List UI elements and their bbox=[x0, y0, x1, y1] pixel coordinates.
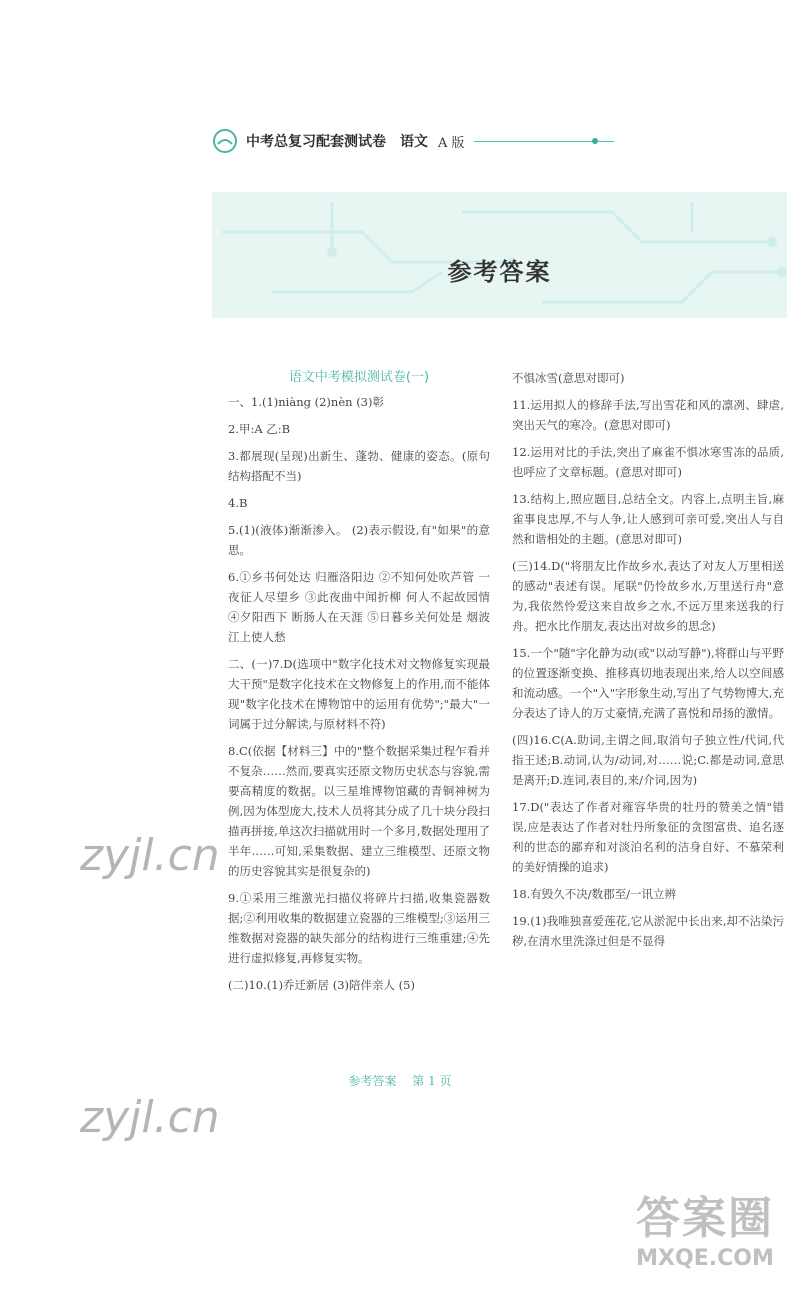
answer-paragraph: 二、(一)7.D(选项中"数字化技术对文物修复实现最大干预"是数字化技术在文物修复上的作用,而不能体现"数字化技术在博物馆中的运用有优势";"最大"一词属于过分解读,与原材料不符) bbox=[228, 657, 490, 731]
answer-paragraph: 4.B bbox=[228, 496, 248, 510]
page-number: 第 1 页 bbox=[412, 1074, 452, 1088]
footer-label: 参考答案 bbox=[348, 1074, 397, 1088]
answer-paragraph: 15.一个"随"字化静为动(或"以动写静"),将群山与平野的位置逐渐变换、推移真切地表现出来,给人以空间感和流动感。一个"入"字形象生动,写出了气势物博大,充分表达了诗人的万丈豪情,充满了喜悦和昂扬的激情。 bbox=[512, 646, 784, 720]
page-title: 参考答案 bbox=[447, 258, 552, 286]
answer-paragraph: 11.运用拟人的修辞手法,写出雪花和风的凛冽、肆虐,突出天气的寒冷。(意思对即可) bbox=[512, 398, 784, 432]
site-watermark: zyjl.cn bbox=[80, 1092, 220, 1143]
book-logo-icon bbox=[212, 128, 238, 154]
section-title: 语文中考模拟测试卷(一) bbox=[288, 370, 430, 385]
answer-paragraph: 一、1.(1)niàng (2)nèn (3)彰 bbox=[228, 395, 384, 409]
edition-label: A 版 bbox=[438, 135, 465, 151]
answer-paragraph: 6.①乡书何处达 归雁洛阳边 ②不知何处吹芦管 一夜征人尽望乡 ③此夜曲中闻折柳 何人不起故园情 ④夕阳西下 断肠人在天涯 ⑤日暮乡关何处是 烟波江上使人愁 bbox=[228, 570, 490, 644]
book-title: 中考总复习配套测试卷 bbox=[246, 134, 386, 150]
answer-paragraph: 12.运用对比的手法,突出了麻雀不惧冰寒雪冻的品质,也呼应了文章标题。(意思对即可) bbox=[512, 445, 784, 479]
answer-paragraph: (二)10.(1)乔迁新居 (3)陪伴亲人 (5) bbox=[228, 978, 415, 992]
answer-paragraph: (三)14.D("将朋友比作故乡水,表达了对友人万里相送的感动"表述有误。尾联"仍怜故乡水,万里送行舟"意为,我依然怜爱这来自故乡之水,不远万里来送我的行舟。把水比作朋友,表达出对故乡的思念) bbox=[512, 559, 784, 633]
answer-banner bbox=[212, 192, 787, 318]
answer-paragraph: 18.有毁久不决/数郡至/一讯立辨 bbox=[512, 887, 677, 901]
logo-url: MXQE.COM bbox=[636, 1246, 774, 1271]
page-footer bbox=[0, 1072, 800, 1089]
left-column bbox=[228, 368, 490, 1002]
answer-paragraph: 5.(1)(液体)渐渐渗入。 (2)表示假设,有"如果"的意思。 bbox=[228, 523, 490, 557]
answer-paragraph: (四)16.C(A.助词,主谓之间,取消句子独立性/代词,代指王述;B.动词,认为/动词,对……说;C.都是动词,意思是离开;D.连词,表目的,来/介词,因为) bbox=[512, 733, 784, 787]
answer-paragraph: 2.甲:A 乙:B bbox=[228, 422, 291, 436]
answer-paragraph: 13.结构上,照应题目,总结全文。内容上,点明主旨,麻雀事良忠厚,不与人争,让人感到可亲可爱,突出人与自然和谐相处的主题。(意思对即可) bbox=[512, 492, 784, 546]
logo-text: 答案圈 bbox=[636, 1193, 774, 1244]
header-dot bbox=[592, 138, 598, 144]
answer-paragraph: 9.①采用三维激光扫描仪将碎片扫描,收集瓷器数据;②利用收集的数据建立瓷器的三维模型;③运用三维数据对瓷器的缺失部分的结构进行三维重建;④先进行虚拟修复,再修复实物。 bbox=[228, 891, 490, 965]
running-header bbox=[212, 124, 612, 158]
answer-paragraph: 3.都展现(呈现)出新生、蓬勃、健康的姿态。(原句结构搭配不当) bbox=[228, 449, 490, 483]
answer-paragraph: 19.(1)我唯独喜爱莲花,它从淤泥中长出来,却不沾染污秽,在清水里洗涤过但是不显得 bbox=[512, 914, 784, 948]
answer-paragraph: 17.D("表达了作者对雍容华贵的牡丹的赞美之情"错误,应是表达了作者对牡丹所象征的贪图富贵、追名逐利的世态的鄙弃和对淡泊名利的洁身自好、不慕荣利的美好情操的追求) bbox=[512, 800, 784, 874]
right-column bbox=[512, 368, 784, 958]
corner-logo-watermark bbox=[620, 1192, 790, 1284]
answer-paragraph: 不惧冰雪(意思对即可) bbox=[512, 371, 625, 385]
site-watermark: zyjl.cn bbox=[80, 830, 220, 881]
answer-paragraph: 8.C(依据【材料三】中的"整个数据采集过程乍看并不复杂……然而,要真实还原文物历史状态与容貌,需要高精度的数据。以三星堆博物馆藏的青铜神树为例,因为体型庞大,技术人员将其分成了几十块分段扫描再拼接,单这次扫描就用时一个多月,数据处理用了半年……可知,采集数据、建立三维模型、还原文物的历史容貌其实是很复杂的) bbox=[228, 744, 490, 878]
subject-label: 语文 bbox=[400, 134, 428, 150]
